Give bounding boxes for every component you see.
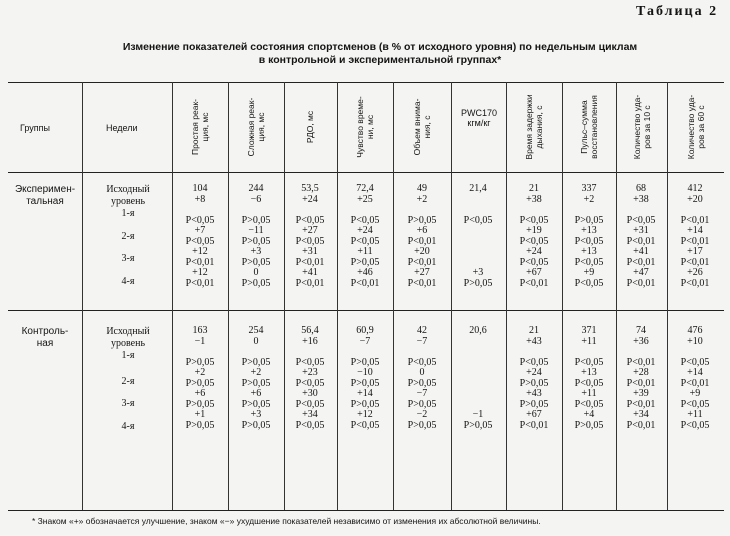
table-cell: P>0,05 — [407, 214, 437, 226]
table-cell: P>0,05 — [407, 419, 437, 431]
table-cell: +41 — [302, 267, 318, 278]
table-cell: P<0,01 — [407, 277, 437, 289]
table-cell: P<0,01 — [626, 256, 656, 268]
table-cell: 371 — [581, 325, 597, 336]
week-baseline: Исходный уровень — [106, 326, 150, 349]
table-cell: 0 — [253, 267, 259, 278]
table-cell: +30 — [302, 388, 318, 399]
table-cell: 0 — [253, 335, 259, 347]
table-cell: P<0,01 — [626, 419, 656, 431]
table-cell: P>0,05 — [574, 419, 604, 431]
table-cell: +27 — [302, 225, 318, 236]
table-cell: +11 — [687, 409, 703, 420]
table-cell: P<0,01 — [680, 256, 710, 268]
table-cell: +19 — [526, 225, 542, 236]
table-cell: P>0,05 — [185, 377, 215, 389]
table-cell: 104 — [192, 183, 208, 194]
table-cell: P<0,01 — [185, 256, 215, 268]
week-4: 4-я — [121, 421, 135, 432]
caption-line-2: в контрольной и экспериментальной группах* — [258, 54, 502, 66]
table-cell: P>0,05 — [241, 377, 271, 389]
table-cell: P>0,05 — [241, 398, 271, 410]
week-1: 1-я — [121, 350, 135, 361]
table-cell: P<0,05 — [295, 235, 325, 247]
week-3: 3-я — [121, 398, 135, 409]
table-cell: P>0,05 — [407, 377, 437, 389]
table-cell: 42 — [417, 325, 427, 336]
table-cell: +11 — [357, 246, 373, 257]
table-cell: +24 — [526, 246, 542, 257]
table-cell: P>0,05 — [350, 398, 380, 410]
table-cell: P>0,05 — [463, 277, 493, 289]
table-cell: +2 — [583, 193, 595, 205]
table-cell: −7 — [416, 335, 428, 347]
table-cell: P<0,05 — [519, 235, 549, 247]
header-pulse-recovery: Пульс–сумма восстановления — [579, 95, 599, 159]
table-cell: P<0,01 — [626, 277, 656, 289]
table-cell: P<0,05 — [350, 419, 380, 431]
table-cell: P<0,05 — [295, 419, 325, 431]
caption-line-1: Изменение показателей состояния спортсменов (в % от исходного уровня) по недельным циклам — [122, 41, 638, 53]
table-cell: P<0,05 — [574, 377, 604, 389]
table-cell: +3 — [250, 409, 262, 420]
table-caption — [60, 41, 700, 67]
table-bottom-rule — [8, 510, 724, 511]
table-cell: P<0,01 — [407, 256, 437, 268]
table-cell: +3 — [250, 246, 262, 257]
table-cell: P<0,01 — [350, 277, 380, 289]
table-cell: +11 — [581, 388, 597, 399]
table-cell: +26 — [687, 267, 703, 278]
table-cell: +24 — [357, 225, 373, 236]
column-divider — [82, 82, 83, 510]
table-cell: 56,4 — [301, 325, 319, 336]
table-cell: P<0,05 — [574, 277, 604, 289]
table-cell: +39 — [633, 388, 649, 399]
table-cell: P<0,05 — [463, 214, 493, 226]
table-cell: 49 — [417, 183, 427, 194]
table-cell: P>0,05 — [350, 356, 380, 368]
week-1: 1-я — [121, 208, 135, 219]
header-complex-reaction: Сложная реак- ция, мс — [246, 97, 266, 157]
table-cell: P<0,01 — [407, 235, 437, 247]
table-cell: P>0,05 — [185, 356, 215, 368]
table-cell: P>0,05 — [241, 235, 271, 247]
table-cell: 337 — [581, 183, 597, 194]
table-cell: +4 — [583, 409, 595, 420]
table-cell: 254 — [248, 325, 264, 336]
table-cell: +20 — [687, 193, 703, 205]
table-cell: +13 — [581, 246, 597, 257]
footnote: * Знаком «+» обозначается улучшение, знаком «−» ухудшение показателей независимо от изменения их абсолютной величины. — [32, 516, 541, 526]
table-cell: +12 — [357, 409, 373, 420]
table-cell: +1 — [194, 409, 206, 420]
table-number: Таблица 2 — [636, 4, 719, 19]
table-cell: P<0,01 — [519, 277, 549, 289]
table-cell: P<0,05 — [519, 214, 549, 226]
table-cell: +2 — [194, 367, 206, 378]
table-cell: +7 — [194, 225, 206, 236]
table-cell: P>0,05 — [185, 419, 215, 431]
column-divider — [667, 82, 668, 510]
group-name-experimental: Эксперимен- тальная — [14, 184, 76, 207]
table-cell: +31 — [633, 225, 649, 236]
table-cell: +2 — [250, 367, 262, 378]
header-attention-volume: Объем внима- ния, с — [412, 98, 432, 156]
column-divider — [284, 82, 285, 510]
table-cell: 74 — [636, 325, 646, 336]
table-cell: P<0,05 — [680, 356, 710, 368]
table-cell: P<0,01 — [626, 398, 656, 410]
header-rdo: РДО, мс — [305, 110, 315, 144]
table-cell: +17 — [687, 246, 703, 257]
header-time-sense: Чувство време- ни, мс — [355, 96, 375, 158]
table-cell: +14 — [687, 367, 703, 378]
table-cell: +24 — [526, 367, 542, 378]
table-cell: P<0,05 — [295, 398, 325, 410]
table-cell: P>0,05 — [350, 256, 380, 268]
table-cell: P<0,01 — [519, 419, 549, 431]
table-cell: +12 — [192, 246, 208, 257]
table-cell: P<0,01 — [295, 256, 325, 268]
table-cell: P>0,05 — [241, 356, 271, 368]
table-cell: P<0,01 — [680, 277, 710, 289]
table-cell: 244 — [248, 183, 264, 194]
table-cell: 0 — [419, 367, 425, 378]
table-cell: +9 — [583, 267, 595, 278]
column-divider — [172, 82, 173, 510]
table-cell: 20,6 — [469, 325, 487, 336]
table-cell: −1 — [472, 409, 484, 420]
table-cell: +47 — [633, 267, 649, 278]
header-beats-60s: Количество уда- ров за 60 с — [686, 94, 706, 160]
table-cell: P<0,05 — [295, 356, 325, 368]
table-cell: P<0,05 — [574, 356, 604, 368]
table-cell: +46 — [357, 267, 373, 278]
table-cell: +13 — [581, 367, 597, 378]
table-cell: −10 — [357, 367, 373, 378]
table-cell: 60,9 — [356, 325, 374, 336]
table-cell: P<0,05 — [680, 398, 710, 410]
table-cell: P>0,05 — [241, 214, 271, 226]
table-cell: P<0,05 — [626, 214, 656, 226]
table-cell: +38 — [526, 193, 542, 205]
table-cell: P>0,05 — [241, 256, 271, 268]
table-cell: +10 — [687, 335, 703, 347]
table-cell: P<0,05 — [519, 256, 549, 268]
table-cell: P>0,05 — [407, 398, 437, 410]
table-cell: P>0,05 — [574, 214, 604, 226]
table-cell: +25 — [357, 193, 373, 205]
week-2: 2-я — [121, 376, 135, 387]
table-cell: 476 — [687, 325, 703, 336]
table-cell: +6 — [416, 225, 428, 236]
table-cell: P>0,05 — [350, 377, 380, 389]
table-cell: −6 — [250, 193, 262, 205]
week-4: 4-я — [121, 276, 135, 287]
table-cell: P>0,05 — [519, 377, 549, 389]
table-cell: +13 — [581, 225, 597, 236]
column-divider — [562, 82, 563, 510]
header-simple-reaction: Простая реак- ция, мс — [190, 98, 210, 156]
column-divider — [616, 82, 617, 510]
table-cell: +24 — [302, 193, 318, 205]
table-cell: P<0,01 — [185, 277, 215, 289]
table-cell: P>0,05 — [185, 398, 215, 410]
table-cell: P<0,05 — [519, 356, 549, 368]
table-cell: +14 — [357, 388, 373, 399]
table-cell: P>0,05 — [519, 398, 549, 410]
table-cell: +34 — [302, 409, 318, 420]
table-cell: P<0,01 — [680, 235, 710, 247]
header-weeks: Недели — [106, 123, 138, 133]
table-cell: P<0,01 — [626, 356, 656, 368]
table-cell: +23 — [302, 367, 318, 378]
table-cell: +9 — [689, 388, 701, 399]
table-cell: +11 — [581, 335, 597, 347]
table-cell: P<0,05 — [295, 214, 325, 226]
table-cell: P>0,05 — [241, 419, 271, 431]
group-name-control: Контроль- ная — [21, 326, 69, 349]
week-baseline: Исходный уровень — [106, 184, 150, 207]
table-cell: P<0,05 — [574, 398, 604, 410]
table-cell: 21 — [529, 325, 539, 336]
table-cell: P<0,01 — [680, 214, 710, 226]
header-pwc170: PWC170 кгм/кг — [460, 108, 497, 128]
table-cell: +14 — [687, 225, 703, 236]
table-cell: +41 — [633, 246, 649, 257]
table-cell: 72,4 — [356, 183, 374, 194]
column-divider — [228, 82, 229, 510]
column-divider — [506, 82, 507, 510]
table-cell: +43 — [526, 388, 542, 399]
table-cell: P<0,05 — [295, 377, 325, 389]
table-cell: +38 — [633, 193, 649, 205]
table-cell: P<0,01 — [295, 277, 325, 289]
table-cell: +27 — [414, 267, 430, 278]
header-breath-hold: Время задержки дыхания, с — [524, 94, 544, 160]
column-divider — [393, 82, 394, 510]
table-cell: P<0,05 — [185, 214, 215, 226]
table-cell: P<0,05 — [574, 256, 604, 268]
table-cell: −11 — [248, 225, 264, 236]
table-cell: −1 — [194, 335, 206, 347]
table-cell: P<0,05 — [407, 356, 437, 368]
table-cell: 412 — [687, 183, 703, 194]
table-cell: +6 — [250, 388, 262, 399]
table-cell: +34 — [633, 409, 649, 420]
table-cell: +6 — [194, 388, 206, 399]
table-cell: +67 — [526, 409, 542, 420]
table-cell: P<0,05 — [680, 419, 710, 431]
table-cell: −7 — [359, 335, 371, 347]
week-2: 2-я — [121, 231, 135, 242]
table-cell: P>0,05 — [241, 277, 271, 289]
table-cell: P>0,05 — [463, 419, 493, 431]
header-beats-10s: Количество уда- ров за 10 с — [632, 94, 652, 160]
table-cell: 53,5 — [301, 183, 319, 194]
table-cell: P<0,05 — [350, 214, 380, 226]
column-divider — [337, 82, 338, 510]
table-cell: 68 — [636, 183, 646, 194]
table-cell: −7 — [416, 388, 428, 399]
table-cell: +3 — [472, 267, 484, 278]
table-cell: +16 — [302, 335, 318, 347]
week-3: 3-я — [121, 253, 135, 264]
table-cell: +12 — [192, 267, 208, 278]
table-cell: +31 — [302, 246, 318, 257]
table-cell: +2 — [416, 193, 428, 205]
table-cell: P<0,01 — [626, 235, 656, 247]
table-cell: P<0,05 — [574, 235, 604, 247]
table-cell: +43 — [526, 335, 542, 347]
table-cell: P<0,05 — [350, 235, 380, 247]
table-cell: 21 — [529, 183, 539, 194]
column-divider — [451, 82, 452, 510]
table-cell: 163 — [192, 325, 208, 336]
table-cell: −2 — [416, 409, 428, 420]
table-cell: +28 — [633, 367, 649, 378]
header-groups: Группы — [20, 123, 50, 133]
table-cell: +20 — [414, 246, 430, 257]
table-cell: P<0,01 — [626, 377, 656, 389]
table-cell: +36 — [633, 335, 649, 347]
table-cell: +8 — [194, 193, 206, 205]
table-cell: P<0,05 — [185, 235, 215, 247]
table-cell: +67 — [526, 267, 542, 278]
table-cell: 21,4 — [469, 183, 487, 194]
table-cell: P<0,01 — [680, 377, 710, 389]
